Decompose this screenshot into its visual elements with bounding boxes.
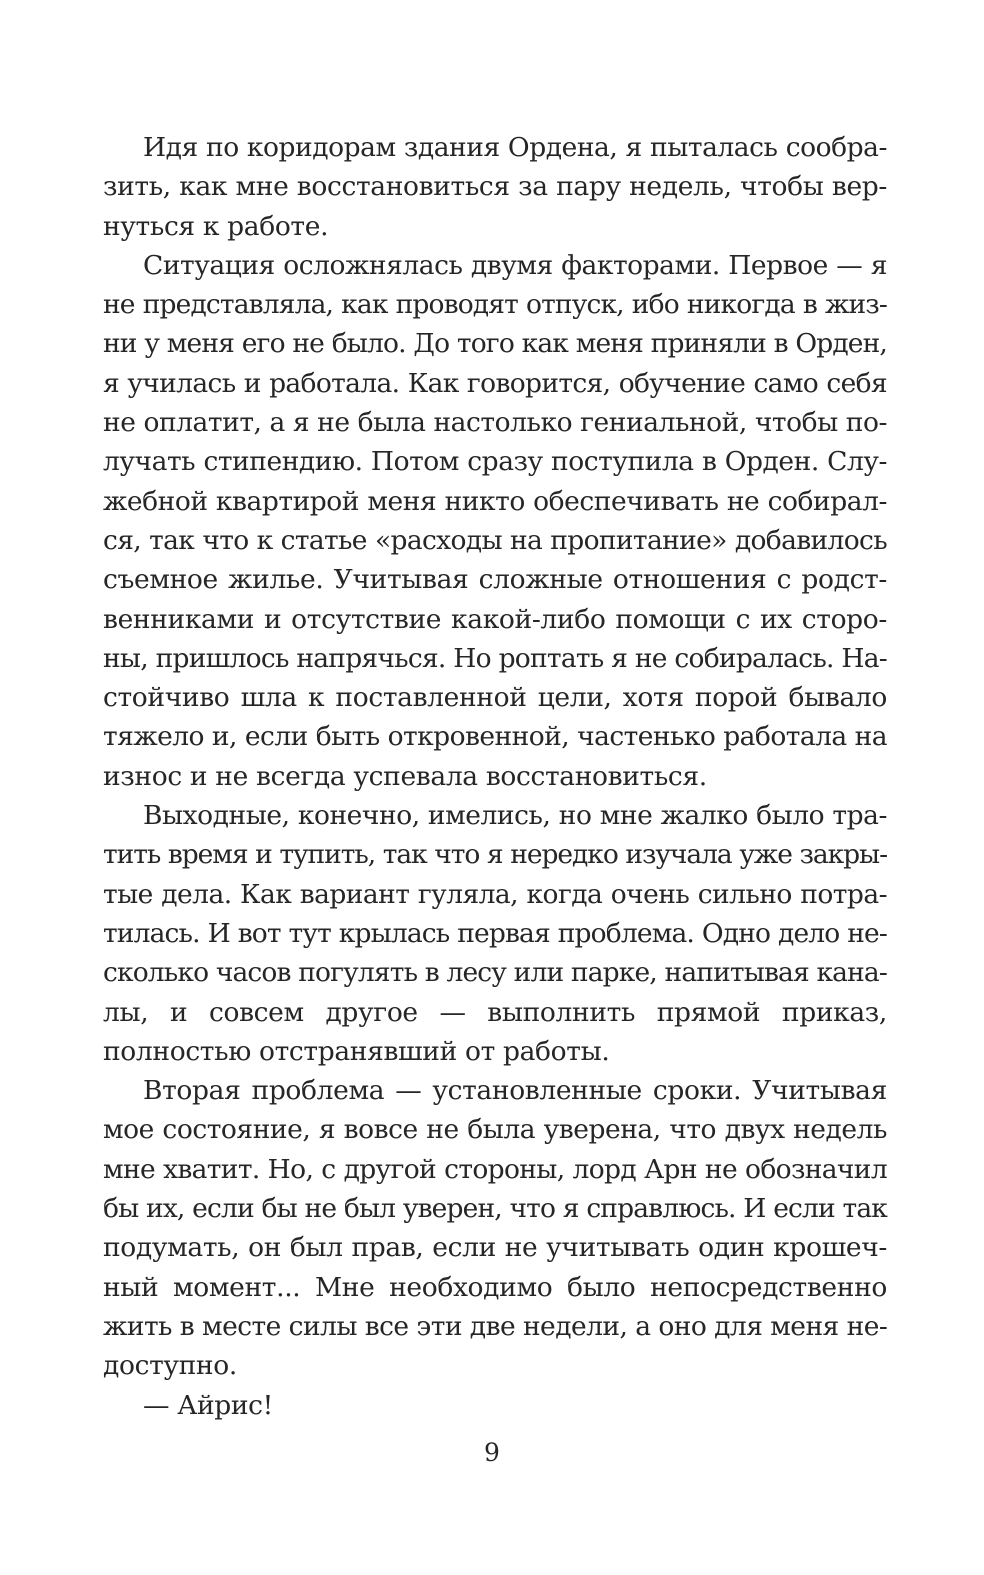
text-line: тить время и тупить, так что я нередко изучала уже закры- (103, 839, 887, 871)
text-line: ся, так что к статье «расходы на пропитание» добавилось (103, 524, 887, 556)
text-line: венниками и отсутствие какой-либо помощи с их сторо- (103, 603, 887, 635)
text-line: стойчиво шла к поставленной цели, хотя порой бывало (103, 682, 887, 714)
text-line: не представляла, как проводят отпуск, ибо никогда в жиз- (103, 289, 887, 321)
text-line: лучать стипендию. Потом сразу поступила в Орден. Слу- (103, 446, 887, 478)
text-line: Выходные, конечно, имелись, но мне жалко было тра- (143, 800, 887, 832)
text-line: ны, пришлось напрячься. Но роптать я не собиралась. На- (103, 642, 887, 674)
text-line: Вторая проблема — установленные сроки. Учитывая (143, 1075, 887, 1107)
text-line: бы их, если бы не был уверен, что я справлюсь. И если так (103, 1193, 887, 1225)
text-line: жить в месте силы все эти две недели, а оно для меня не- (103, 1310, 888, 1342)
text-line: доступно. (103, 1350, 237, 1382)
text-line: нуться к работе. (103, 210, 329, 242)
text-line: я училась и работала. Как говорится, обучение само себя (103, 367, 887, 399)
text-line: сколько часов погулять в лесу или парке, напитывая кана- (103, 957, 887, 989)
text-line: тилась. И вот тут крылась первая проблема. Одно дело не- (103, 917, 887, 949)
paragraph-5 (103, 1386, 887, 1425)
text-line: мое состояние, я вовсе не была уверена, что двух недель (103, 1114, 887, 1146)
text-line: Ситуация осложнялась двумя факторами. Первое — я (143, 249, 887, 281)
text-line: ный момент... Мне необходимо было непосредственно (103, 1271, 887, 1303)
text-line: тяжело и, если быть откровенной, частенько работала на (103, 721, 887, 753)
text-line: мне хватит. Но, с другой стороны, лорд Арн не обозначил (103, 1153, 887, 1185)
text-line: полностью отстранявший от работы. (103, 1035, 610, 1067)
text-line: износ и не всегда успевала восстановиться. (103, 760, 707, 792)
text-line: Идя по коридорам здания Ордена, я пыталась сообра- (143, 132, 887, 163)
paragraph-1 (103, 128, 887, 246)
dialogue-line: — Айрис! (143, 1389, 273, 1421)
text-line: жебной квартирой меня никто обеспечивать не собирал- (103, 485, 887, 517)
paragraph-4 (103, 1071, 887, 1385)
paragraph-2 (103, 246, 887, 796)
text-line: тые дела. Как вариант гуляла, когда очень сильно потра- (103, 878, 887, 910)
text-line: не оплатит, а я не была настолько гениальной, чтобы по- (103, 407, 887, 439)
paragraph-3 (103, 796, 887, 1071)
text-line: лы, и совсем другое — выполнить прямой приказ, (103, 996, 887, 1028)
text-line: ни у меня его не было. До того как меня приняли в Орден, (103, 328, 887, 360)
text-line: съемное жилье. Учитывая сложные отношения с родст- (103, 564, 887, 596)
text-line: подумать, он был прав, если не учитывать один крошеч- (103, 1232, 887, 1264)
page-number: 9 (484, 1438, 500, 1467)
body-text (103, 128, 887, 1425)
text-line: зить, как мне восстановиться за пару недель, чтобы вер- (103, 171, 887, 203)
